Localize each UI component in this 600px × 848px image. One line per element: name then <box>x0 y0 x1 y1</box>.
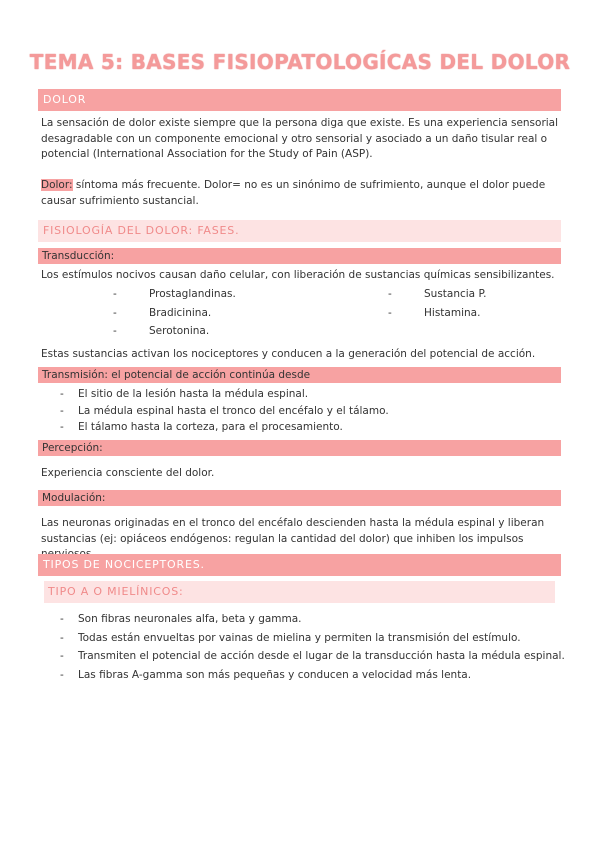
list-item: - El tálamo hasta la corteza, para el procesamiento. <box>60 419 389 436</box>
modulacion-label: Modulación: <box>38 490 561 506</box>
substances-list-right <box>388 285 548 322</box>
list-item: - La médula espinal hasta el tronco del encéfalo y el tálamo. <box>60 403 389 420</box>
transduccion-conclusion: Estas sustancias activan los nociceptores y conducen a la generación del potencial de acción. <box>41 348 536 360</box>
dolor-note-text: síntoma más frecuente. Dolor= no es un sinónimo de sufrimiento, aunque el dolor puede causar sufrimiento sustancial. <box>41 179 546 207</box>
list-item: - Sustancia P. <box>388 288 487 300</box>
dolor-definition: La sensación de dolor existe siempre que la persona diga que existe. Es una experiencia sensorial desagradable con un componente emocional y otro sensorial y asociado a un daño tisular real o potencial (International Association for the Study of Pain (ASP). <box>41 117 559 160</box>
section-heading-dolor: DOLOR <box>38 89 561 111</box>
section-heading-tipos: TIPOS DE NOCICEPTORES. <box>38 554 561 576</box>
list-item: - Bradicinina. <box>113 306 212 319</box>
section-heading-fisiologia: FISIOLOGÍA DEL DOLOR: FASES. <box>38 220 561 242</box>
percepcion-label: Percepción: <box>38 440 561 456</box>
list-item: - Son fibras neuronales alfa, beta y gamma. <box>60 610 565 629</box>
list-item: - Todas están envueltas por vainas de mielina y permiten la transmisión del estímulo. <box>60 629 565 648</box>
list-item: - Prostaglandinas. <box>113 288 236 300</box>
list-item: - Histamina. <box>388 306 481 319</box>
dolor-note-label: Dolor: <box>41 179 73 191</box>
percepcion-text: Experiencia consciente del dolor. <box>41 467 215 479</box>
substances-list-left <box>113 285 353 341</box>
modulacion-text: Las neuronas originadas en el tronco del encéfalo descienden hasta la médula espinal y liberan sustancias (ej: opiáceos endógenos: regulan la cantidad del dolor) que inhiben los impulsos <box>41 517 545 545</box>
list-item: - El sitio de la lesión hasta la médula espinal. <box>60 386 389 403</box>
list-item: - Las fibras A-gamma son más pequeñas y conducen a velocidad más lenta. <box>60 666 565 685</box>
list-item: - Serotonina. <box>113 325 210 337</box>
transmision-list <box>60 386 389 436</box>
transduccion-label: Transducción: <box>38 248 561 264</box>
page-title: TEMA 5: BASES FISIOPATOLOGÍCAS DEL DOLOR <box>29 50 571 74</box>
subsection-heading-tipo-a: TIPO A O MIELÍNICOS: <box>44 581 555 603</box>
transmision-label: Transmisión: el potencial de acción continúa desde <box>38 367 561 383</box>
dolor-note <box>41 178 559 209</box>
transduccion-intro: Los estímulos nocivos causan daño celular, con liberación de sustancias químicas sensibilizantes. <box>41 269 555 281</box>
tipo-a-list <box>60 610 565 684</box>
list-item: - Transmiten el potencial de acción desde el lugar de la transducción hasta la médula espinal. <box>60 647 565 666</box>
